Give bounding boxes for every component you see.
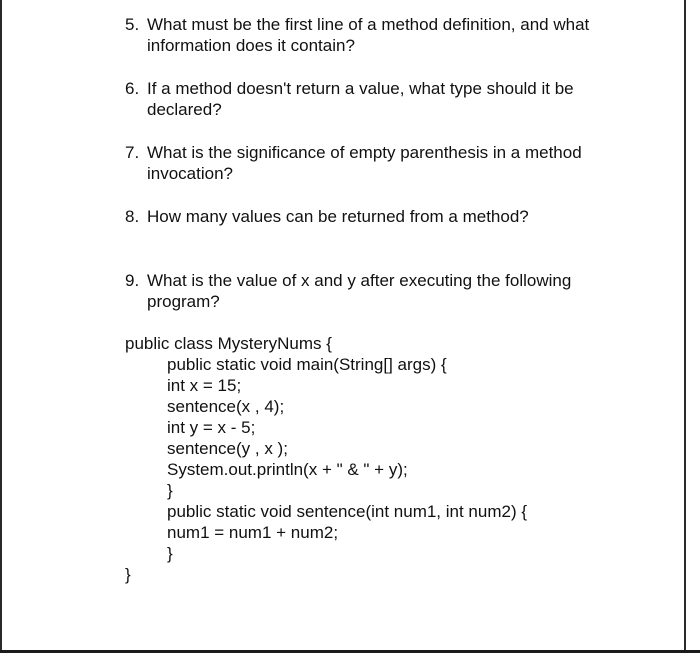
question-9 bbox=[125, 270, 625, 312]
question-number: 8. bbox=[125, 207, 140, 226]
code-line: num1 = num1 + num2; bbox=[167, 523, 339, 542]
code-class-open: public class MysteryNums { bbox=[125, 334, 332, 353]
question-number: 6. bbox=[125, 79, 140, 98]
code-method-close: } bbox=[167, 544, 173, 563]
code-main-close: } bbox=[167, 481, 173, 500]
code-line: System.out.println(x + " & " + y); bbox=[167, 460, 408, 479]
question-text: What must be the first line of a method definition, and what information does it contain? bbox=[147, 15, 590, 55]
question-text: If a method doesn't return a value, what type should it be declared? bbox=[147, 79, 574, 119]
page-left-border bbox=[0, 0, 2, 653]
question-text: What is the significance of empty parenthesis in a method invocation? bbox=[147, 143, 582, 183]
code-main-signature: public static void main(String[] args) { bbox=[167, 355, 447, 374]
question-text: How many values can be returned from a method? bbox=[147, 207, 529, 226]
question-7 bbox=[125, 142, 625, 184]
question-6 bbox=[125, 78, 625, 120]
question-8 bbox=[125, 206, 625, 227]
question-5 bbox=[125, 14, 625, 56]
code-line: int y = x - 5; bbox=[167, 418, 256, 437]
code-method-signature: public static void sentence(int num1, int num2) { bbox=[167, 502, 528, 521]
code-line: int x = 15; bbox=[167, 376, 242, 395]
code-line: sentence(x , 4); bbox=[167, 397, 285, 416]
page-right-border bbox=[684, 0, 686, 653]
question-number: 5. bbox=[125, 15, 140, 34]
code-line: sentence(y , x ); bbox=[167, 439, 288, 458]
question-number: 7. bbox=[125, 143, 140, 162]
question-number: 9. bbox=[125, 271, 140, 290]
code-class-close: } bbox=[125, 565, 131, 584]
question-text: What is the value of x and y after executing the following program? bbox=[147, 271, 572, 311]
